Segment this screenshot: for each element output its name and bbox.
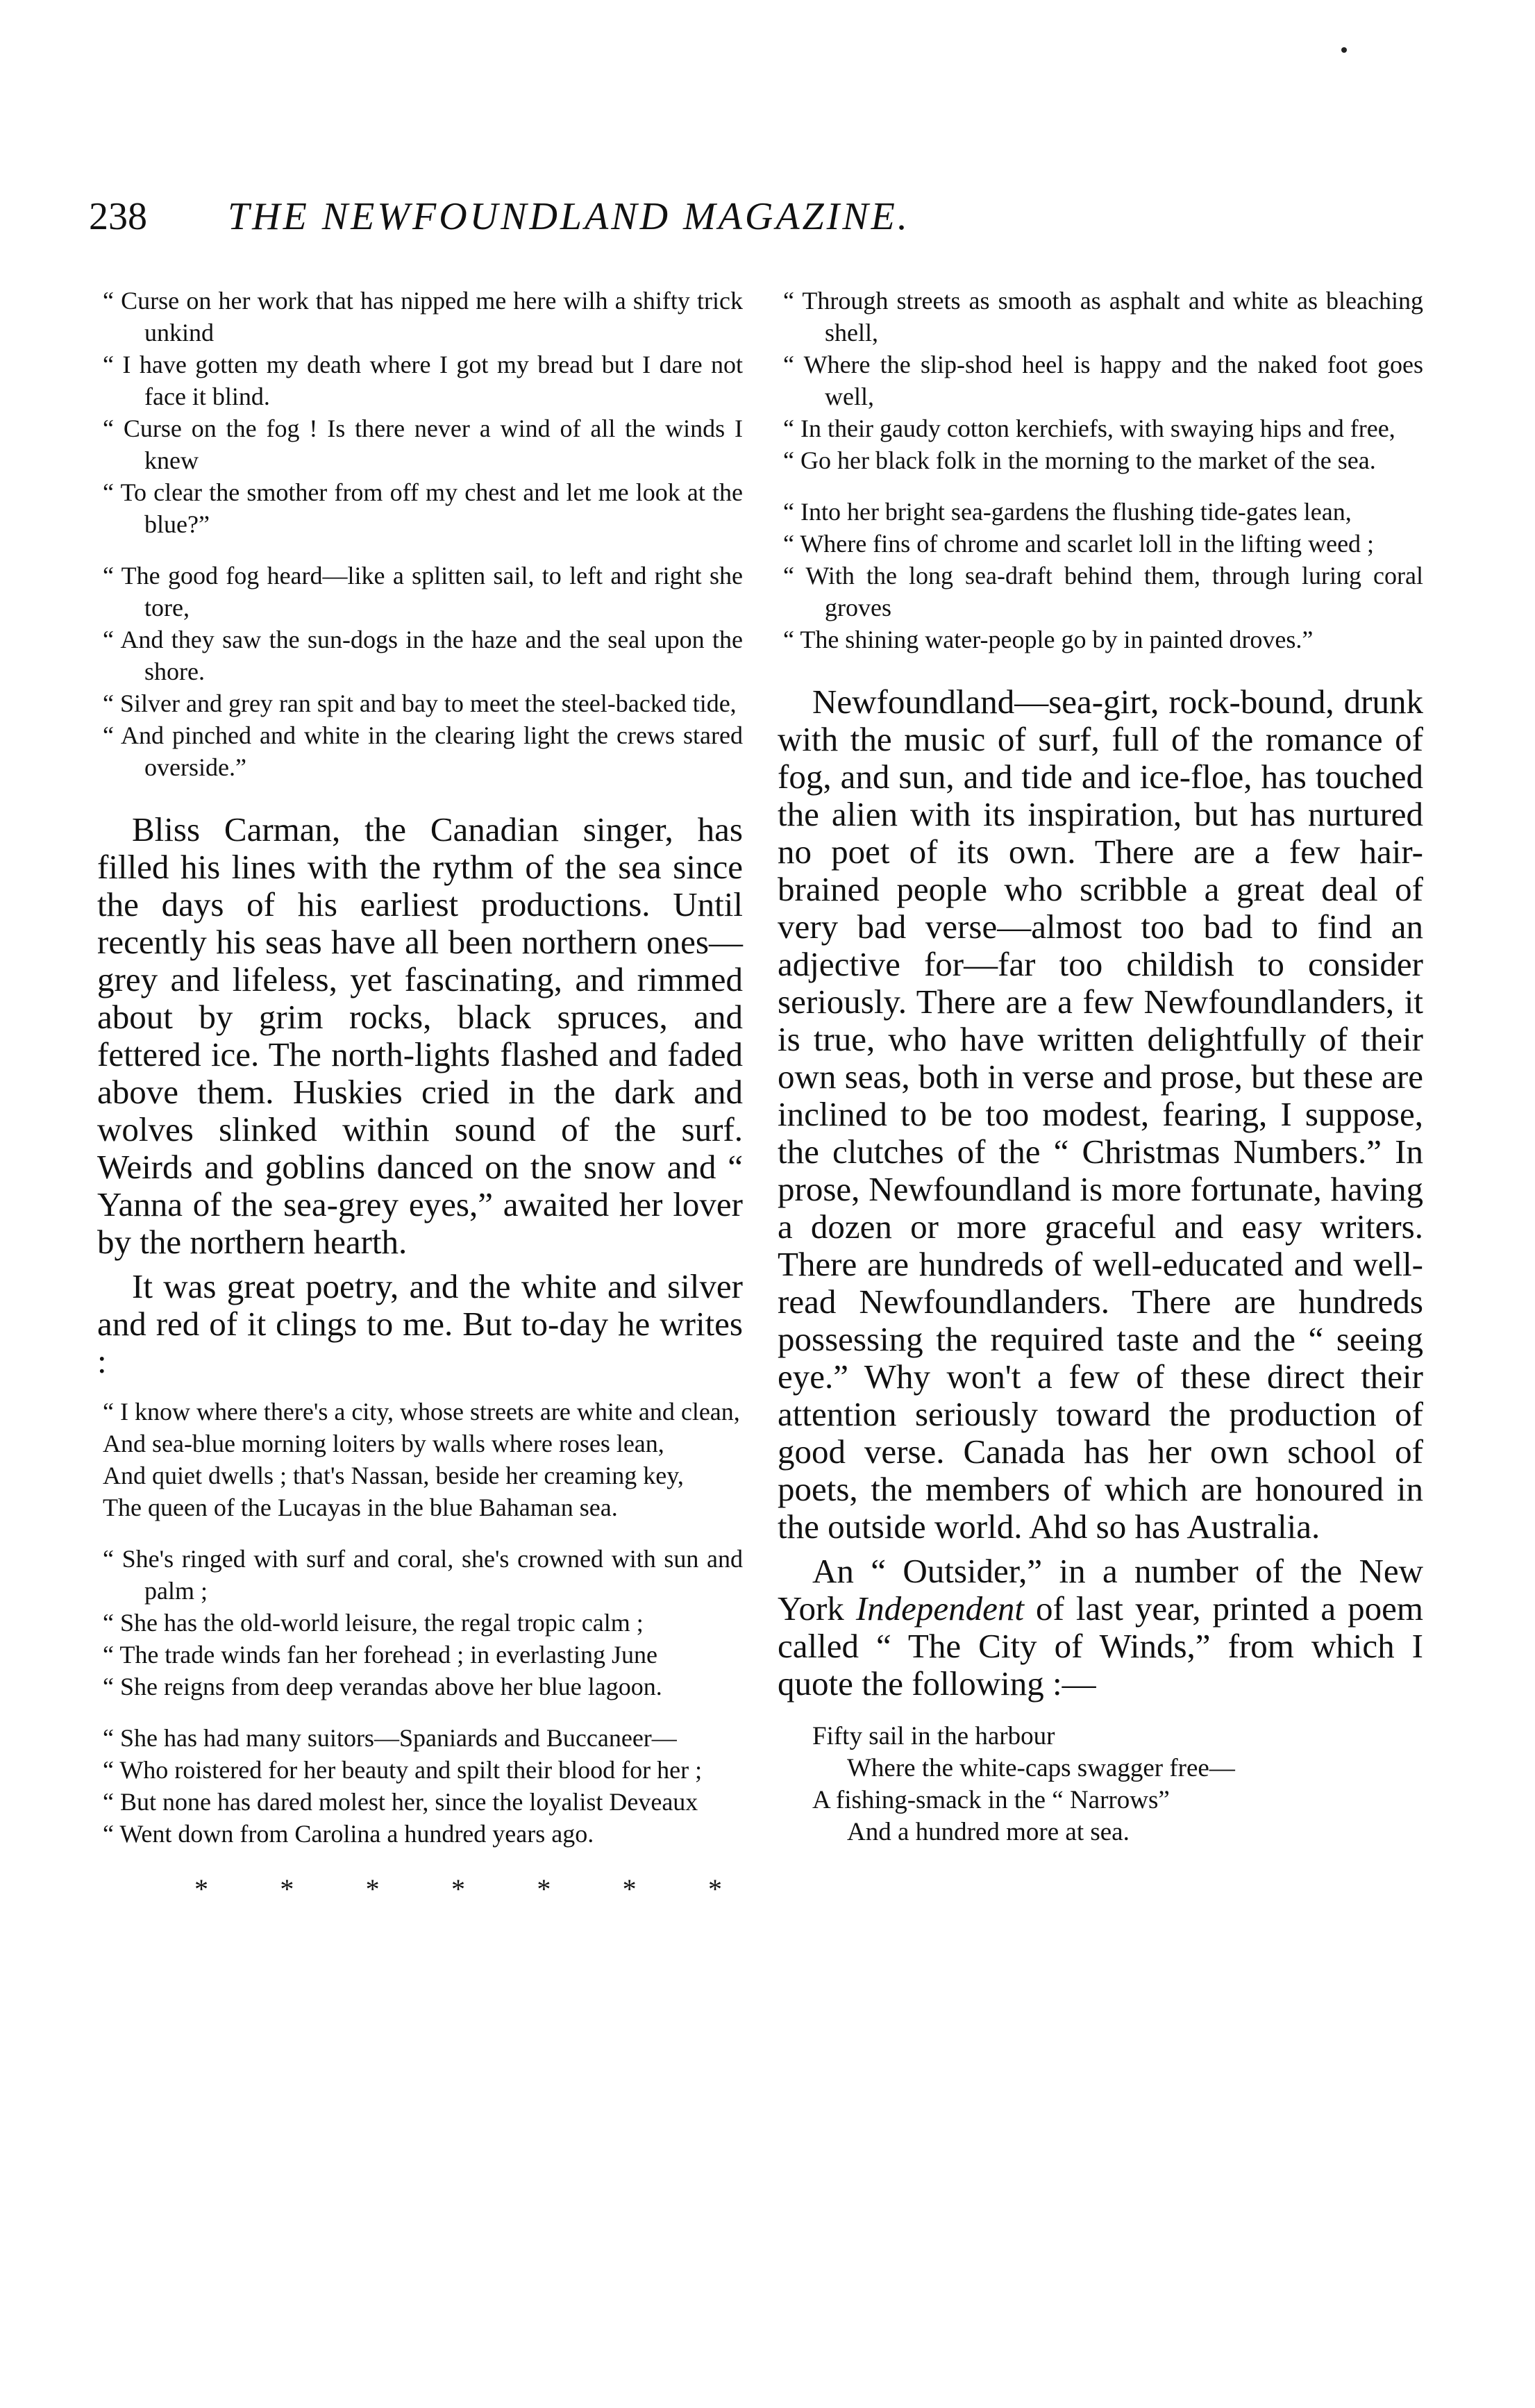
verse-line: “ Who roistered for her beauty and spilt their blood for her ; xyxy=(103,1756,703,1784)
left-column xyxy=(97,285,743,1905)
verse-line: A fishing-smack in the “ Narrows” xyxy=(812,1786,1170,1814)
page-number: 238 xyxy=(89,195,147,238)
verse-line: “ The shining water-people go by in painted droves.” xyxy=(783,626,1314,653)
verse-line: “ She has the old-world leisure, the regal tropic calm ; xyxy=(103,1609,644,1637)
verse-line: “ The trade winds fan her forehead ; in everlasting June xyxy=(103,1641,658,1669)
poem-stanza xyxy=(97,1396,743,1523)
verse-line: “ Into her bright sea-gardens the flushing tide-gates lean, xyxy=(783,498,1352,526)
verse-line: And a hundred more at sea. xyxy=(847,1818,1130,1846)
prose-paragraph: Bliss Carman, the Canadian singer, has filled his lines with the rythm of the sea since the days of his earliest productions. Until recently his seas have all been northern ones—grey and lifeless, yet fascinating, and rimmed about by grim rocks, black spruces, and fettered ice. The north-lights flashed and faded above them. Huskies cried in the dark and wolves slinked within sound of the surf. Weirds and goblins danced on the snow and “ Yanna of the sea-grey eyes,” awaited her lover by the northern hearth. xyxy=(97,810,743,1261)
verse-line: “ With the long sea-draft behind them, through luring coral groves xyxy=(783,562,1423,621)
asterisk: * xyxy=(707,1873,722,1905)
verse-line: “ Go her black folk in the morning to the market of the sea. xyxy=(783,446,1376,474)
verse-line: “ She has had many suitors—Spaniards and Buccaneer— xyxy=(103,1724,677,1752)
poem-stanza xyxy=(97,285,743,540)
verse-line: “ And they saw the sun-dogs in the haze and the seal upon the shore. xyxy=(103,626,743,685)
prose-paragraph: Newfoundland—sea-girt, rock-bound, drunk with the music of surf, full of the romance of fog, and sun, and tide and ice-floe, has touched the alien with its inspiration, but has nurtured no poet of its own. There are a few hair-brained people who scribble a great deal of very bad verse—almost too bad to find an adjective for—far too childish to consider seriously. There are a few Newfoundlanders, it is true, who have written delightfully of their own seas, both in verse and prose, but these are inclined to be too modest, fearing, I suppose, the clutches of the “ Christmas Numbers.” In prose, Newfoundland is more fortunate, having a dozen or more graceful and easy writers. There are hundreds of well-educated and well-read Newfoundlanders. There are hundreds possessing the required taste and the “ seeing eye.” Why won't a few of these direct their attention seriously toward the production of good verse. Canada has her own school of poets, the members of which are honoured in the outside world. Ahd so has Australia. xyxy=(778,683,1423,1546)
prose-block xyxy=(778,683,1423,1703)
verse-line: “ I have gotten my death where I got my bread but I dare not face it blind. xyxy=(103,351,743,410)
verse-line: “ Curse on the fog ! Is there never a wind of all the winds I knew xyxy=(103,415,743,474)
section-break-asterisks xyxy=(97,1873,743,1905)
poem-stanza xyxy=(97,560,743,783)
verse-line: “ She reigns from deep verandas above her blue lagoon. xyxy=(103,1673,662,1700)
asterisk: * xyxy=(194,1873,208,1905)
verse-line: “ Went down from Carolina a hundred years ago. xyxy=(103,1820,594,1848)
asterisk: * xyxy=(280,1873,294,1905)
verse-line: “ And pinched and white in the clearing light the crews stared overside.” xyxy=(103,721,743,781)
verse-line: “ She's ringed with surf and coral, she's crowned with sun and palm ; xyxy=(103,1545,743,1605)
prose-text: An “ Outsider,” in a number of the New York xyxy=(778,1552,1423,1628)
prose-text: of last year, printed a poem called “ The City of Winds,” from which I quote the following :— xyxy=(778,1589,1423,1703)
quoted-poem xyxy=(778,1721,1423,1848)
verse-line: The queen of the Lucayas in the blue Bahaman sea. xyxy=(103,1494,618,1521)
poem-stanza xyxy=(97,1722,743,1850)
verse-line: “ Where the slip-shod heel is happy and the naked foot goes well, xyxy=(783,351,1423,410)
asterisk: * xyxy=(451,1873,465,1905)
corner-speck xyxy=(1341,47,1347,53)
page-header xyxy=(89,194,1221,250)
asterisk: * xyxy=(537,1873,551,1905)
verse-line: “ Through streets as smooth as asphalt and white as bleaching shell, xyxy=(783,287,1423,346)
verse-line: “ Silver and grey ran spit and bay to meet the steel-backed tide, xyxy=(103,689,737,717)
poem-stanza xyxy=(778,285,1423,476)
verse-line: “ But none has dared molest her, since the loyalist Deveaux xyxy=(103,1788,698,1816)
right-column xyxy=(778,285,1423,1848)
prose-block xyxy=(97,811,743,1380)
verse-line: “ The good fog heard—like a splitten sail, to left and right she tore, xyxy=(103,562,743,621)
verse-line: And sea-blue morning loiters by walls where roses lean, xyxy=(103,1430,664,1457)
verse-line: Where the white-caps swagger free— xyxy=(847,1754,1235,1782)
asterisk: * xyxy=(622,1873,637,1905)
publication-title: Independent xyxy=(855,1589,1025,1628)
running-title: THE NEWFOUNDLAND MAGAZINE. xyxy=(228,195,910,238)
verse-line: Fifty sail in the harbour xyxy=(812,1722,1055,1750)
verse-line: “ Where fins of chrome and scarlet loll in the lifting weed ; xyxy=(783,530,1375,558)
verse-line: And quiet dwells ; that's Nassan, beside her creaming key, xyxy=(103,1462,684,1489)
verse-line: “ To clear the smother from off my chest and let me look at the blue?” xyxy=(103,478,743,538)
prose-paragraph: It was great poetry, and the white and silver and red of it clings to me. But to-day he writes : xyxy=(97,1267,743,1380)
verse-line: “ Curse on her work that has nipped me here wilh a shifty trick unkind xyxy=(103,287,743,346)
poem-stanza xyxy=(778,496,1423,655)
asterisk: * xyxy=(365,1873,380,1905)
prose-paragraph xyxy=(778,1553,1423,1703)
verse-line: “ In their gaudy cotton kerchiefs, with swaying hips and free, xyxy=(783,415,1395,442)
verse-line: “ I know where there's a city, whose streets are white and clean, xyxy=(103,1398,740,1425)
poem-stanza xyxy=(97,1543,743,1703)
